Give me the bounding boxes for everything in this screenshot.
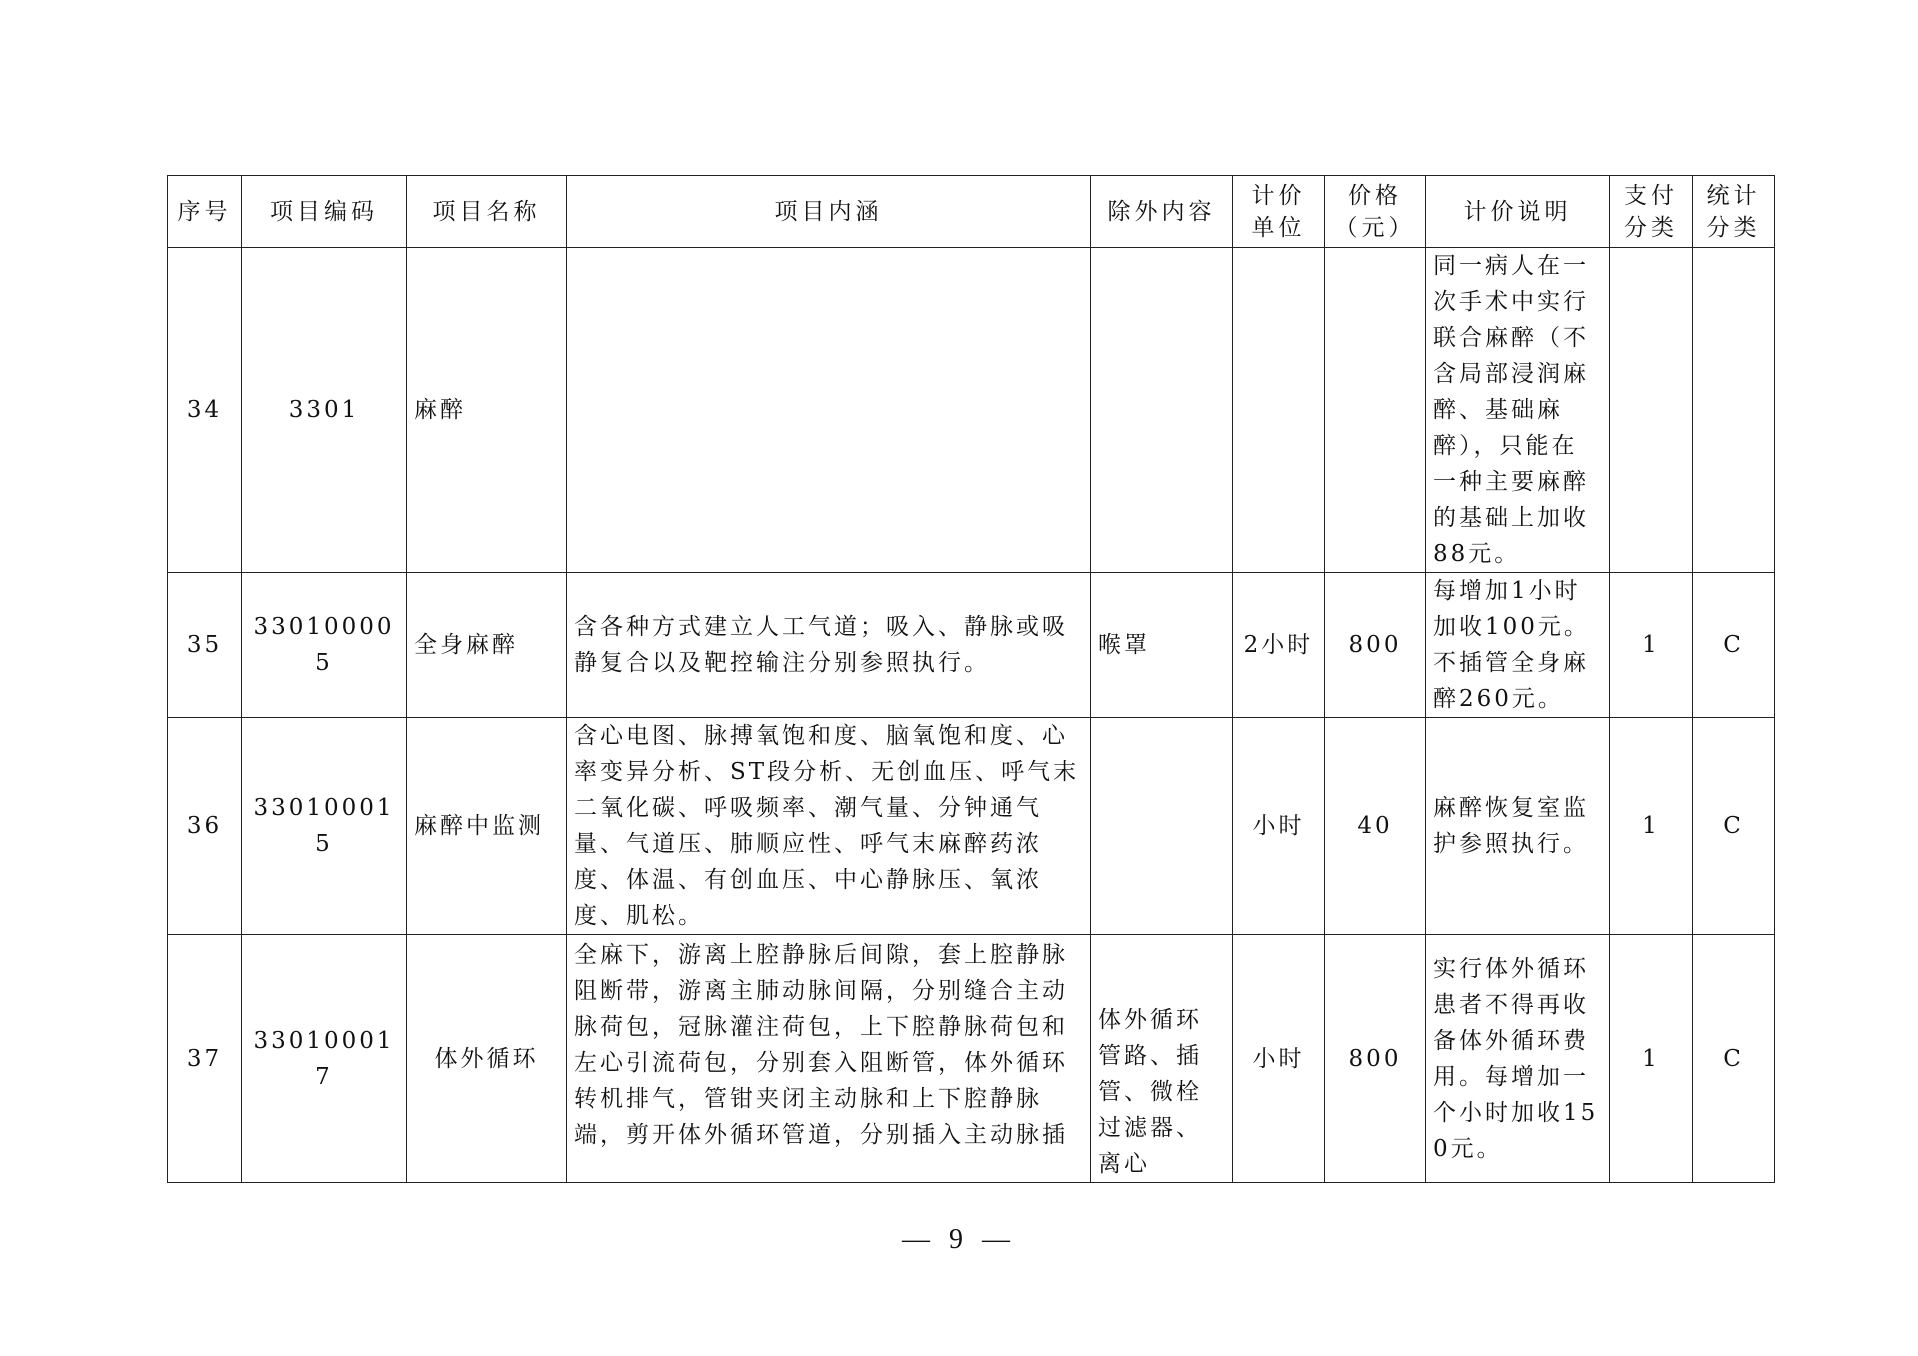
row-code: 330100015 <box>242 718 407 935</box>
fee-table <box>167 175 1775 1183</box>
row-unit: 小时 <box>1233 935 1325 1183</box>
row-note: 实行体外循环患者不得再收备体外循环费用。每增加一个小时加收150元。 <box>1426 935 1610 1183</box>
row-unit: 小时 <box>1233 718 1325 935</box>
row-note: 麻醉恢复室监护参照执行。 <box>1426 718 1610 935</box>
row-exclude <box>1091 248 1233 573</box>
row-pay: 1 <box>1610 935 1693 1183</box>
row-name: 全身麻醉 <box>407 573 567 718</box>
row-unit: 2小时 <box>1233 573 1325 718</box>
row-content: 全麻下，游离上腔静脉后间隙，套上腔静脉阻断带，游离主肺动脉间隔，分别缝合主动脉荷包，冠脉灌注荷包，上下腔静脉荷包和左心引流荷包，分别套入阻断管，体外循环转机排气，管钳夹闭主动脉和上下腔静脉端，剪开体外循环管道，分别插入主动脉插 <box>567 935 1091 1183</box>
row-price <box>1325 248 1426 573</box>
row-price: 800 <box>1325 573 1426 718</box>
row-note: 同一病人在一次手术中实行联合麻醉（不含局部浸润麻醉、基础麻醉），只能在一种主要麻醉的基础上加收88元。 <box>1426 248 1610 573</box>
header-exclude: 除外内容 <box>1091 176 1233 248</box>
page-number: — 9 — <box>902 1224 1016 1255</box>
row-content <box>567 248 1091 573</box>
row-unit <box>1233 248 1325 573</box>
row-pay: 1 <box>1610 718 1693 935</box>
row-name: 麻醉 <box>407 248 567 573</box>
row-price: 40 <box>1325 718 1426 935</box>
row-exclude: 体外循环管路、插管、微栓过滤器、离心 <box>1091 935 1233 1183</box>
row-no: 37 <box>168 935 242 1183</box>
row-name: 体外循环 <box>407 935 567 1183</box>
header-note: 计价说明 <box>1426 176 1610 248</box>
table-row <box>168 935 1775 1183</box>
row-stat: C <box>1693 935 1775 1183</box>
header-row <box>168 176 1775 248</box>
row-pay: 1 <box>1610 573 1693 718</box>
row-code: 330100005 <box>242 573 407 718</box>
row-no: 35 <box>168 573 242 718</box>
row-no: 36 <box>168 718 242 935</box>
row-stat <box>1693 248 1775 573</box>
header-price <box>1325 176 1426 248</box>
header-stat-line1: 统计 <box>1706 182 1761 209</box>
row-no: 34 <box>168 248 242 573</box>
row-code: 3301 <box>242 248 407 573</box>
row-stat: C <box>1693 718 1775 935</box>
table-row <box>168 573 1775 718</box>
row-stat: C <box>1693 573 1775 718</box>
row-exclude: 喉罩 <box>1091 573 1233 718</box>
header-stat-line2: 分类 <box>1706 214 1761 241</box>
row-pay <box>1610 248 1693 573</box>
header-name: 项目名称 <box>407 176 567 248</box>
header-no: 序号 <box>168 176 242 248</box>
header-pay-line2: 分类 <box>1624 214 1678 241</box>
header-unit-line1: 计价 <box>1251 182 1306 209</box>
row-name: 麻醉中监测 <box>407 718 567 935</box>
header-pay <box>1610 176 1693 248</box>
table-row <box>168 718 1775 935</box>
header-unit-line2: 单位 <box>1251 214 1306 241</box>
header-stat <box>1693 176 1775 248</box>
header-pay-line1: 支付 <box>1624 182 1678 209</box>
row-content: 含各种方式建立人工气道；吸入、静脉或吸静复合以及靶控输注分别参照执行。 <box>567 573 1091 718</box>
header-unit <box>1233 176 1325 248</box>
row-content: 含心电图、脉搏氧饱和度、脑氧饱和度、心率变异分析、ST段分析、无创血压、呼气末二氧化碳、呼吸频率、潮气量、分钟通气量、气道压、肺顺应性、呼气末麻醉药浓度、体温、有创血压、中心静脉压、氧浓度、肌松。 <box>567 718 1091 935</box>
header-content: 项目内涵 <box>567 176 1091 248</box>
header-code: 项目编码 <box>242 176 407 248</box>
row-exclude <box>1091 718 1233 935</box>
row-code: 330100017 <box>242 935 407 1183</box>
row-note: 每增加1小时加收100元。不插管全身麻醉260元。 <box>1426 573 1610 718</box>
header-price-line2: （元） <box>1334 214 1416 241</box>
row-price: 800 <box>1325 935 1426 1183</box>
table-row <box>168 248 1775 573</box>
header-price-line1: 价格 <box>1348 182 1402 209</box>
